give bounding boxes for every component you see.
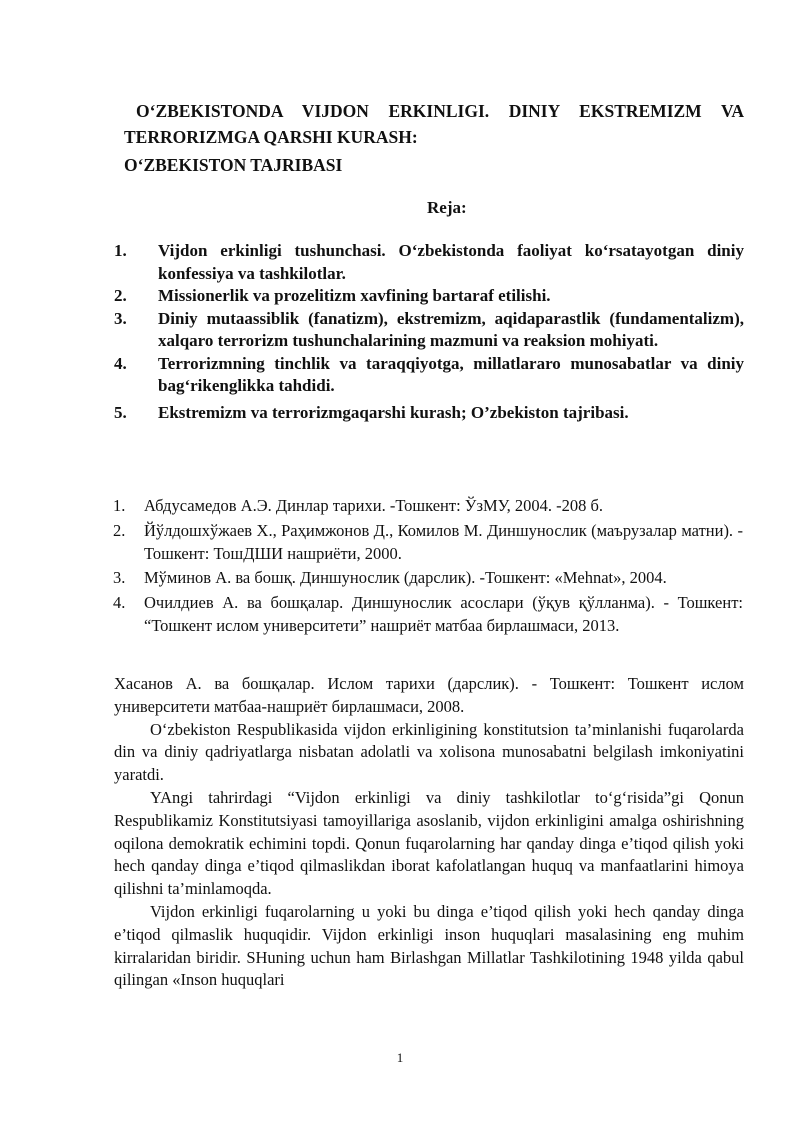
reference-text: Мўминов А. ва бошқ. Диншунослик (дарслик). -Тошкент: «Mehnat», 2004. bbox=[144, 568, 667, 587]
plan-item-text: Vijdon erkinligi tushunchasi. O‘zbekistonda faoliyat ko‘rsatayotgan diniy konfessiya va tashkilotlar. bbox=[158, 241, 744, 283]
plan-item-text: Ekstremizm va terrorizmgaqarshi kurash; O’zbekiston tajribasi. bbox=[158, 402, 629, 422]
plan-item bbox=[114, 285, 744, 308]
page-number: 1 bbox=[396, 1050, 404, 1065]
plan-item bbox=[114, 240, 744, 285]
plan-item-text: Missionerlik va prozelitizm xavfining bartaraf etilishi. bbox=[158, 286, 551, 305]
plan-item-number: 1. bbox=[114, 241, 127, 260]
plan-item-number: 3. bbox=[114, 308, 127, 328]
plan-item-text: Terrorizmning tinchlik va taraqqiyotga, millatlararo munosabatlar va diniy bag‘rikenglikka tahdidi. bbox=[158, 353, 744, 395]
reference-number: 1. bbox=[113, 496, 126, 515]
plan-heading: Reja: bbox=[427, 198, 467, 217]
plan-list bbox=[114, 240, 744, 424]
paragraph-reference-extra: Хасанов А. ва бошқалар. Ислом тарихи (дарслик). - Тошкент: Тошкент ислом университети матбаа-нашриёт бирлашмаси, 2008. bbox=[114, 674, 744, 716]
reference-list bbox=[113, 494, 743, 638]
reference-text: Очилдиев А. ва бошқалар. Диншунослик асослари (ўқув қўлланма). - Тошкент: “Тошкент ислом университети” нашриёт матбаа бирлашмаси, 2013. bbox=[144, 592, 743, 635]
paragraph: YAngi tahrirdagi “Vijdon erkinligi va diniy tashkilotlar to‘g‘risida”gi Qonun Respublikamiz Konstitutsiyasi tamoyillariga asoslanib, vijdon erkinligini amalga oshirishning oqilona demokratik echimini topdi. Qonun fuqarolarning har qanday dinga e’tiqod qilish yoki hech qanday dinga e’tiqod qilmaslikdan iborat kafolatlangan huquq va manfaatlarini himoya qilishni ta’minlamoqda. bbox=[114, 787, 744, 899]
reference-number: 3. bbox=[113, 568, 126, 587]
plan-item-text: Diniy mutaassiblik (fanatizm), ekstremizm, aqidaparastlik (fundamentalizm), xalqaro terrorizm tushunchalarining mazmuni va reaksion mohiyati. bbox=[158, 308, 744, 350]
plan-item bbox=[114, 402, 744, 425]
paragraph: O‘zbekiston Respublikasida vijdon erkinligining konstitutsion ta’minlanishi fuqarolarda din va diniy qadriyatlarga nisbatan adolatli va xolisona munosabatni belgilash imkoniyatini yaratdi. bbox=[114, 719, 744, 785]
title-line-2: TERRORIZMGA QARSHI KURASH: bbox=[124, 127, 418, 147]
body-text bbox=[114, 673, 744, 992]
plan-item bbox=[114, 353, 744, 398]
reference-item bbox=[113, 591, 743, 637]
plan-item-number: 4. bbox=[114, 353, 127, 373]
reference-item bbox=[113, 519, 743, 565]
title-line-1: O‘ZBEKISTONDA VIJDON ERKINLIGI. DINIY EKSTREMIZM VA bbox=[136, 101, 744, 121]
plan-item-number: 5. bbox=[114, 402, 127, 422]
reference-number: 4. bbox=[113, 592, 126, 612]
reference-item bbox=[113, 566, 743, 589]
plan-item bbox=[114, 308, 744, 353]
reference-item bbox=[113, 494, 743, 517]
reference-text: Абдусамедов А.Э. Динлар тарихи. -Тошкент: ЎзМУ, 2004. -208 б. bbox=[144, 496, 604, 515]
title-line-3: O‘ZBEKISTON TAJRIBASI bbox=[124, 155, 343, 175]
plan-item-number: 2. bbox=[114, 286, 127, 305]
reference-text: Йўлдошхўжаев Х., Раҳимжонов Д., Комилов М. Диншунослик (маърузалар матни). - Тошкент: ТошДШИ нашриёти, 2000. bbox=[144, 520, 743, 563]
paragraph: Vijdon erkinligi fuqarolarning u yoki bu dinga e’tiqod qilish yoki hech qanday dinga e’tiqod qilmaslik huquqidir. Vijdon erkinligi inson huquqlari masalasining eng muhim kirralaridan biridir. SHuning uchun ham Birlashgan Millatlar Tashkilotining 1948 yilda qabul qilingan «Inson huquqlari bbox=[114, 901, 744, 990]
reference-number: 2. bbox=[113, 520, 126, 540]
document-title bbox=[124, 98, 744, 178]
